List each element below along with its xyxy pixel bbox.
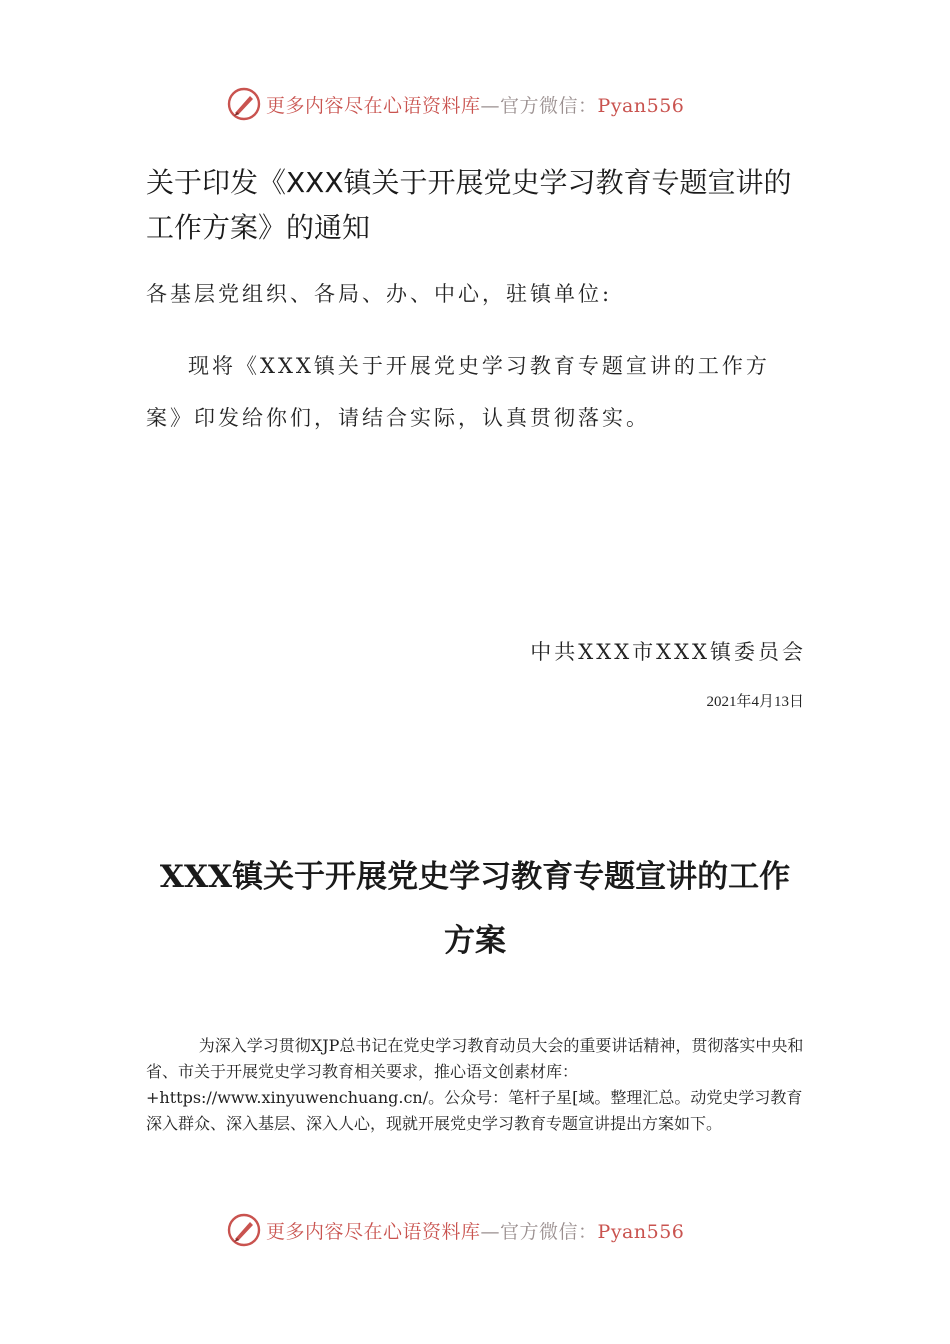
header-watermark xyxy=(226,84,684,124)
watermark-wechat-id: Pyan556 xyxy=(597,1220,685,1243)
footer-watermark xyxy=(226,1210,684,1250)
plan-title-text: XXX镇关于开展党史学习教育专题宣讲的工作方案 xyxy=(159,859,791,959)
watermark-dash: — xyxy=(480,94,501,117)
watermark-main-text: 更多内容尽在心语资料库 xyxy=(266,94,481,117)
watermark-wechat-label: 官方微信： xyxy=(500,94,598,117)
watermark-text xyxy=(266,91,684,118)
pen-logo-icon xyxy=(226,1212,262,1248)
pen-logo-icon xyxy=(226,86,262,122)
watermark-wechat-id: Pyan556 xyxy=(597,94,685,117)
notice-salutation: 各基层党组织、各局、办、中心，驻镇单位: xyxy=(146,282,613,306)
plan-intro: 为深入学习贯彻XJP总书记在党史学习教育动员大会的重要讲话精神，贯彻落实中央和省、市关于开展党史学习教育相关要求，推心语文创素材库：+https://www.xinyuwenchuang.cn/。公众号：笔杆子星[域。整理汇总。动党史学习教育深入群众、深入基层、深入人心，现就开展党史学习教育专题宣讲提出方案如下。 xyxy=(146,1036,804,1133)
watermark-text xyxy=(266,1217,684,1244)
notice-date: 2021年4月13日 xyxy=(706,694,804,710)
watermark-wechat-label: 官方微信： xyxy=(500,1220,598,1243)
watermark-dash: — xyxy=(480,1220,501,1243)
notice-signer: 中共XXX市XXX镇委员会 xyxy=(530,640,806,664)
plan-title xyxy=(100,845,850,973)
notice-body: 现将《XXX镇关于开展党史学习教育专题宣讲的工作方案》印发给你们，请结合实际，认真贯彻落实。 xyxy=(146,354,770,430)
watermark-main-text: 更多内容尽在心语资料库 xyxy=(266,1220,481,1243)
notice-title: 关于印发《XXX镇关于开展党史学习教育专题宣讲的工作方案》的通知 xyxy=(146,166,792,244)
